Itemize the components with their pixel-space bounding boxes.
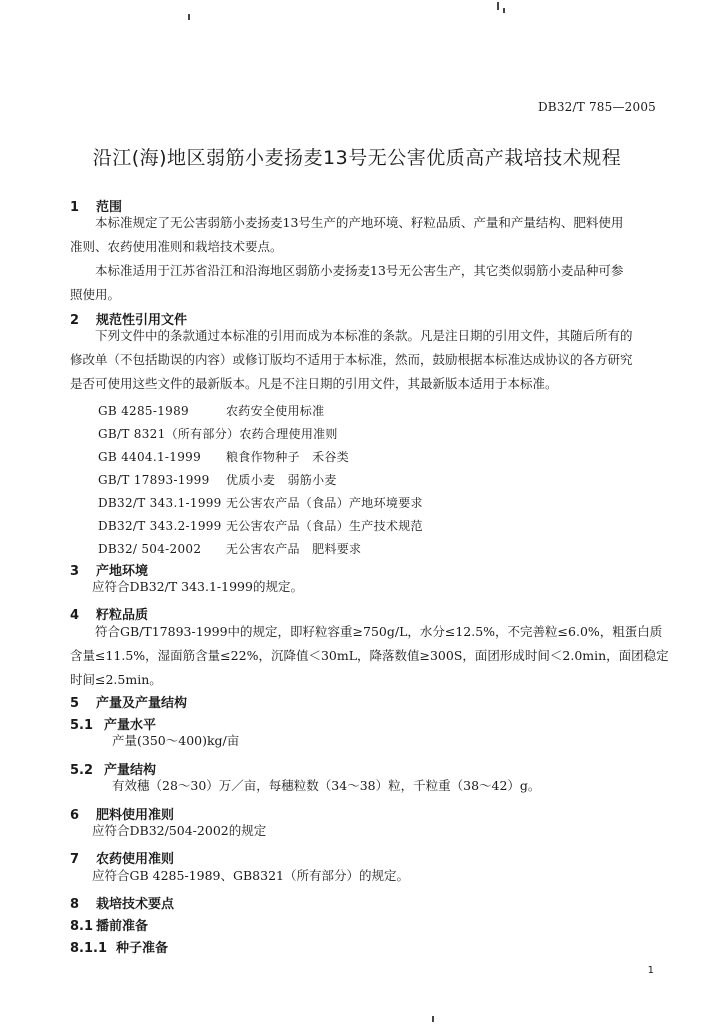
paragraph-line: 符合GB/T17893-1999中的规定，即籽粒容重≥750g/L，水分≤12.5%，不完善粒≤6.0%，粗蛋白质: [95, 624, 663, 639]
reference-item: GB 4285-1989 农药安全使用标准: [98, 404, 325, 418]
subsection-heading: 8.1.1 种子准备: [70, 941, 169, 956]
paragraph-line: 下列文件中的条款通过本标准的引用而成为本标准的条款。凡是注日期的引用文件，其随后所有的: [95, 328, 633, 343]
section-heading: 6 肥料使用准则: [70, 808, 175, 823]
paragraph-line: 准则、农药使用准则和栽培技术要点。: [70, 239, 283, 254]
reference-item: GB/T 8321（所有部分）农药合理使用准则: [98, 427, 338, 441]
paragraph-line: 含量≤11.5%，湿面筋含量≤22%，沉降值＜30mL，降落数值≥300S，面团形成时间＜2.0min，面团稳定: [70, 648, 669, 663]
paragraph-line: 照使用。: [70, 287, 121, 302]
paragraph-line: 时间≤2.5min。: [70, 672, 162, 687]
paragraph-line: 修改单（不包括勘误的内容）或修订版均不适用于本标准，然而，鼓励根据本标准达成协议的各方研究: [70, 352, 633, 367]
section-heading: 8 栽培技术要点: [70, 897, 175, 912]
section-heading: 3 产地环境: [70, 564, 149, 579]
document-title: 沿江(海)地区弱筋小麦扬麦13号无公害优质高产栽培技术规程: [92, 147, 622, 169]
paragraph-line: 产量(350～400)kg/亩: [112, 733, 240, 748]
reference-item: DB32/T 343.1-1999 无公害农产品（食品）产地环境要求: [98, 496, 423, 510]
subsection-heading: 8.1 播前准备: [70, 919, 149, 934]
page-number: 1: [647, 965, 654, 976]
section-heading: 5 产量及产量结构: [70, 696, 188, 711]
section-heading: 1 范围: [70, 200, 123, 215]
scan-speck: [188, 14, 190, 20]
paragraph-line: 应符合GB 4285-1989、GB8321（所有部分）的规定。: [92, 868, 409, 883]
subsection-heading: 5.2 产量结构: [70, 763, 157, 778]
section-heading: 4 籽粒品质: [70, 608, 149, 623]
section-heading: 2 规范性引用文件: [70, 313, 188, 328]
paragraph-line: 是否可使用这些文件的最新版本。凡是不注日期的引用文件，其最新版本适用于本标准。: [70, 376, 558, 391]
scan-speck: [497, 2, 499, 10]
paragraph-line: 有效穗（28～30）万／亩，每穗粒数（34～38）粒，千粒重（38～42）g。: [112, 778, 541, 793]
standard-code: DB32/T 785—2005: [537, 100, 656, 114]
reference-item: DB32/T 343.2-1999 无公害农产品（食品）生产技术规范: [98, 519, 423, 533]
reference-item: DB32/ 504-2002 无公害农产品 肥料要求: [98, 542, 362, 556]
paragraph-line: 本标准适用于江苏省沿江和沿海地区弱筋小麦扬麦13号无公害生产，其它类似弱筋小麦品种可参: [95, 263, 624, 278]
section-heading: 7 农药使用准则: [70, 852, 175, 867]
paragraph-line: 应符合DB32/504-2002的规定: [92, 823, 267, 838]
paragraph-line: 本标准规定了无公害弱筋小麦扬麦13号生产的产地环境、籽粒品质、产量和产量结构、肥料使用: [95, 215, 624, 230]
reference-item: GB/T 17893-1999 优质小麦 弱筋小麦: [98, 473, 337, 487]
reference-item: GB 4404.1-1999 粮食作物种子 禾谷类: [98, 450, 350, 464]
scan-speck: [432, 1016, 434, 1022]
paragraph-line: 应符合DB32/T 343.1-1999的规定。: [92, 579, 303, 594]
scan-speck: [503, 8, 505, 13]
subsection-heading: 5.1 产量水平: [70, 718, 157, 733]
